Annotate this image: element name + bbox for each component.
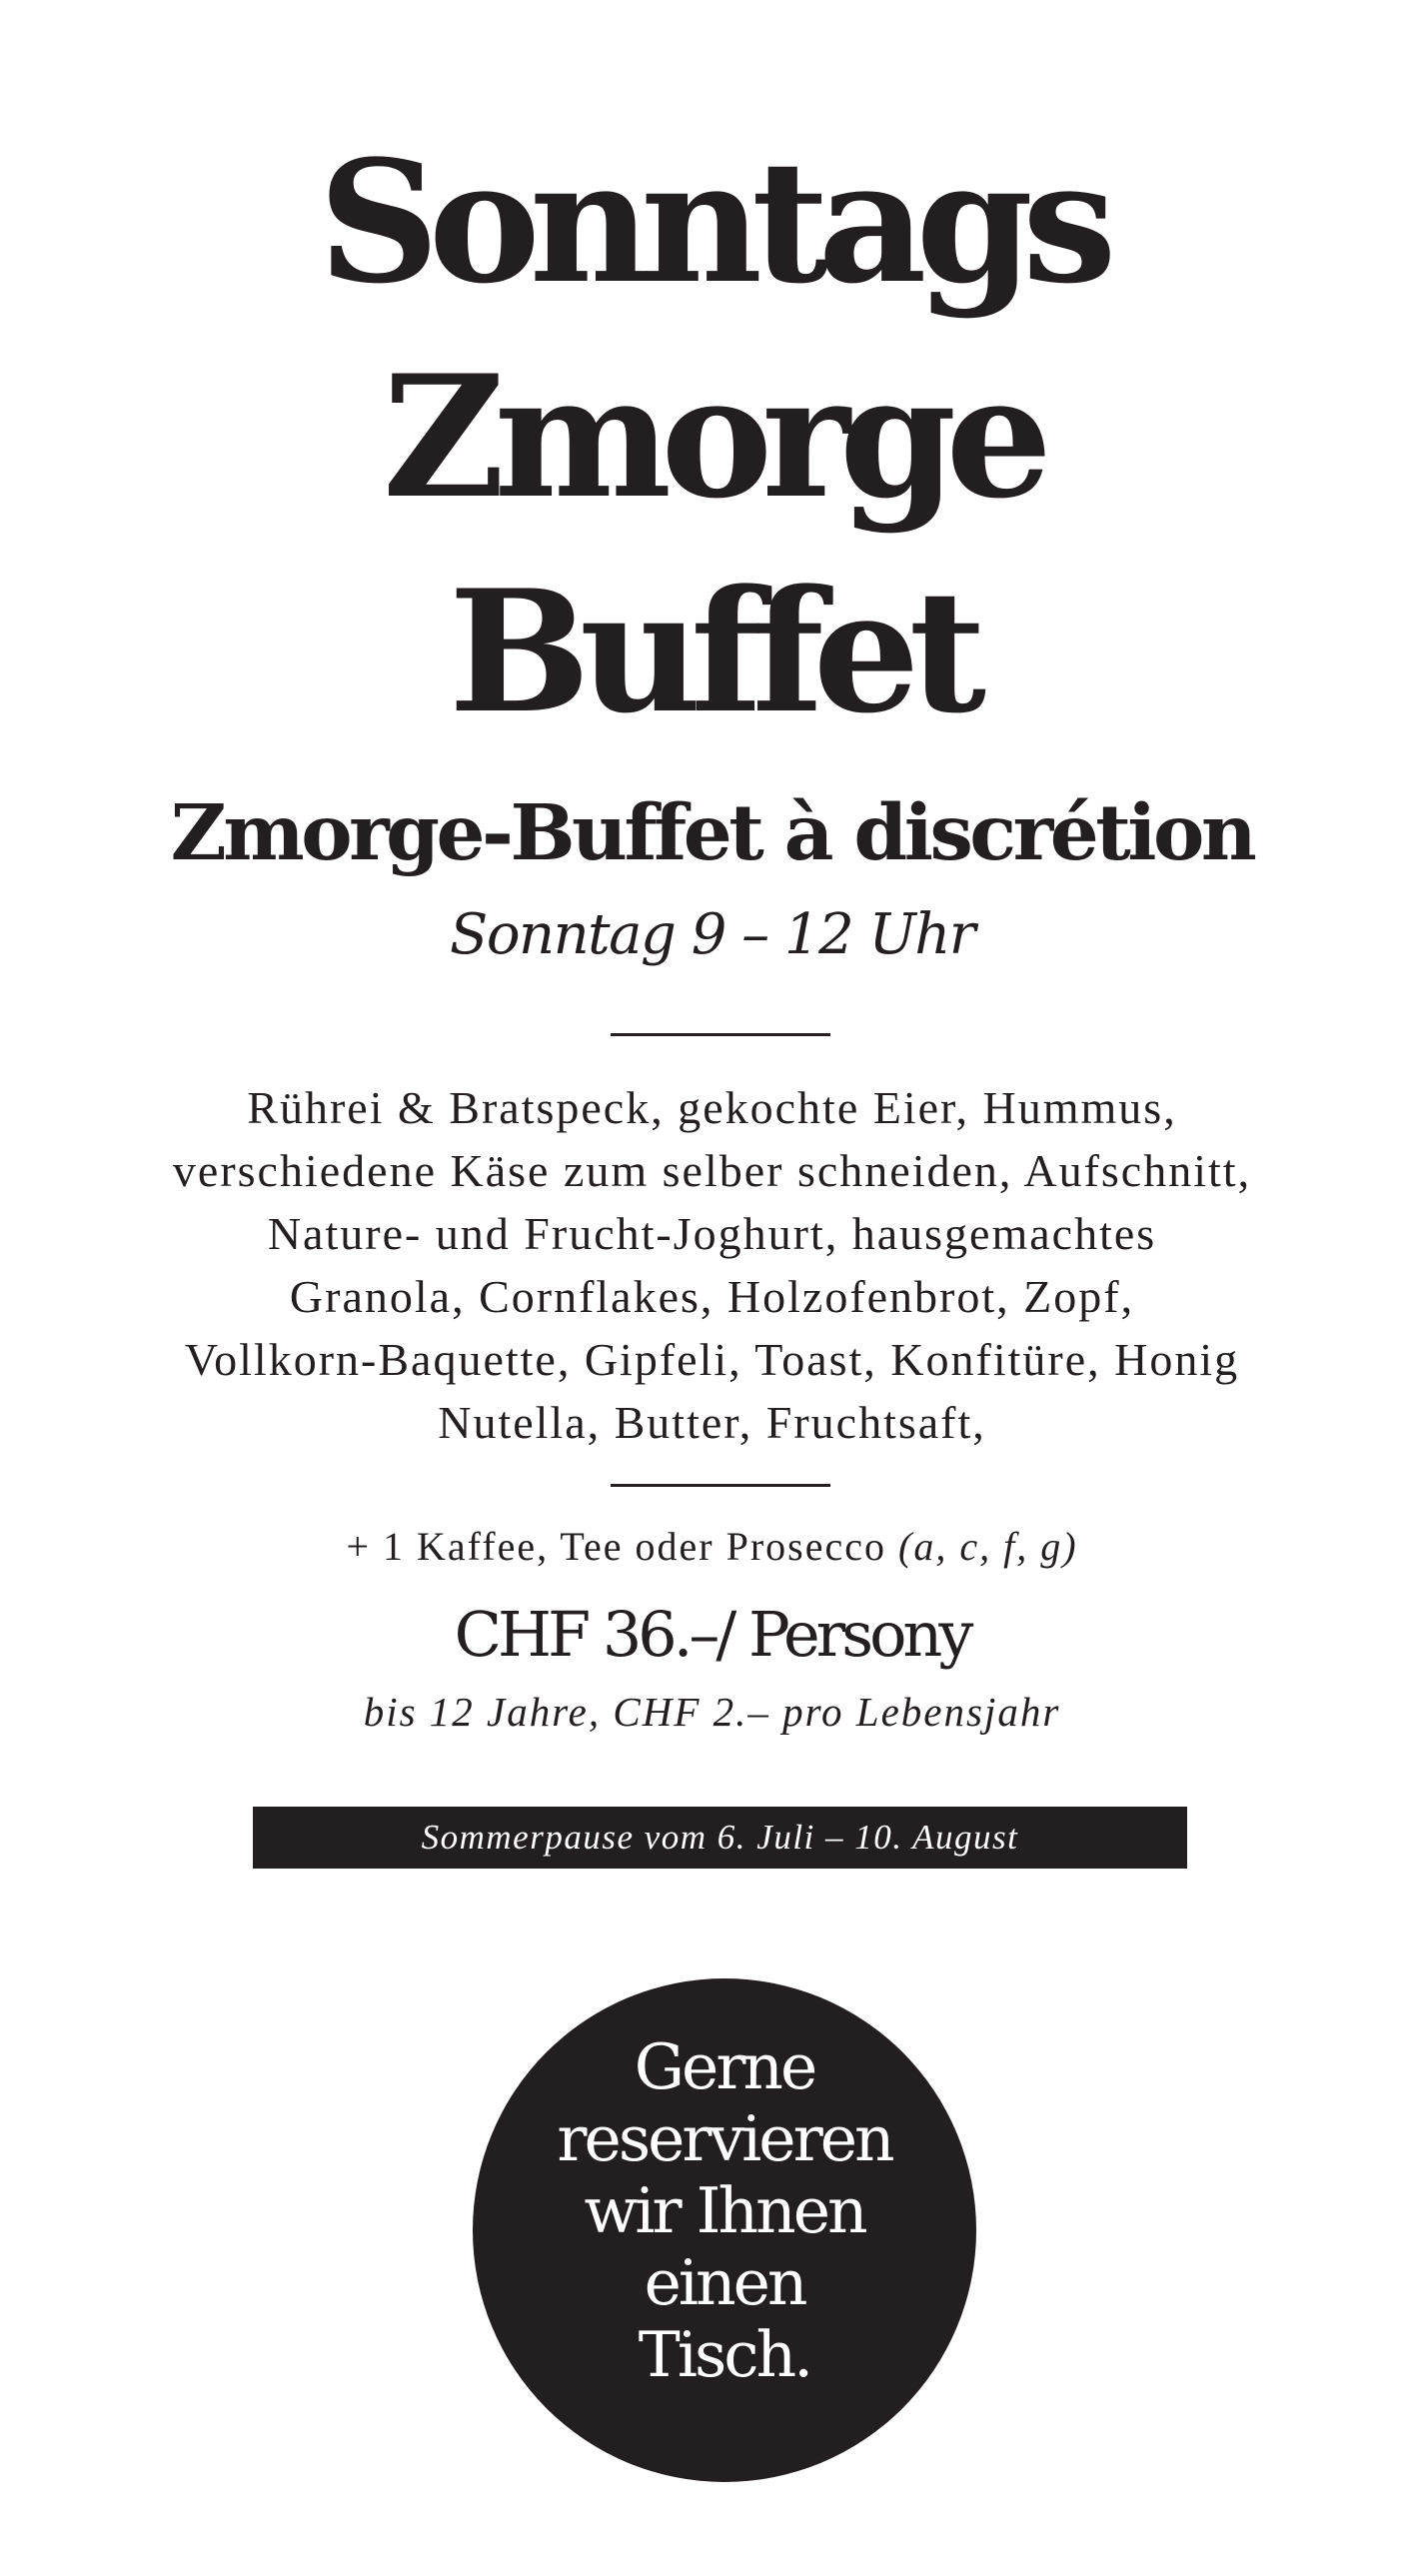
drink-addon [0, 1522, 1424, 1572]
subtitle: Zmorge-Buffet à discrétion [170, 788, 1254, 878]
headline-line-1: Sonntags [318, 123, 1106, 321]
summer-break-banner: Sommerpause vom 6. Juli – 10. August [253, 1807, 1187, 1869]
reservation-text [473, 2031, 976, 2391]
menu-line: Nutella, Butter, Fruchtsaft, [438, 1397, 986, 1448]
headline-line-3: Buffet [448, 553, 976, 750]
menu-line: verschiedene Käse zum selber schneiden, Aufschnitt, [172, 1145, 1252, 1196]
reservation-line: Tisch. [638, 2318, 811, 2391]
drink-addon-text: + 1 Kaffee, Tee oder Prosecco [346, 1524, 886, 1569]
allergen-codes: (a, c, f, g) [898, 1524, 1078, 1569]
menu-line: Rührei & Bratspeck, gekochte Eier, Hummus, [247, 1082, 1177, 1133]
menu-line: Granola, Cornflakes, Holzofenbrot, Zopf, [289, 1271, 1135, 1322]
divider-top [611, 1033, 830, 1036]
price: CHF 36.–/ Persony [454, 1598, 970, 1671]
kids-price: bis 12 Jahre, CHF 2.– pro Lebensjahr [363, 1689, 1061, 1735]
menu-line: Vollkorn-Baquette, Gipfeli, Toast, Konfitüre, Honig [184, 1334, 1240, 1385]
opening-hours: Sonntag 9 – 12 Uhr [449, 902, 975, 967]
menu-line: Nature- und Frucht-Joghurt, hausgemachtes [267, 1208, 1157, 1259]
reservation-line: einen [644, 2246, 805, 2319]
divider-bottom [611, 1484, 830, 1487]
reservation-badge [473, 1978, 976, 2482]
reservation-line: wir Ihnen [584, 2174, 865, 2247]
menu-list [100, 1076, 1324, 1454]
reservation-line: Gerne [634, 2030, 815, 2103]
headline-line-2: Zmorge [382, 338, 1042, 536]
reservation-line: reservieren [557, 2102, 892, 2175]
